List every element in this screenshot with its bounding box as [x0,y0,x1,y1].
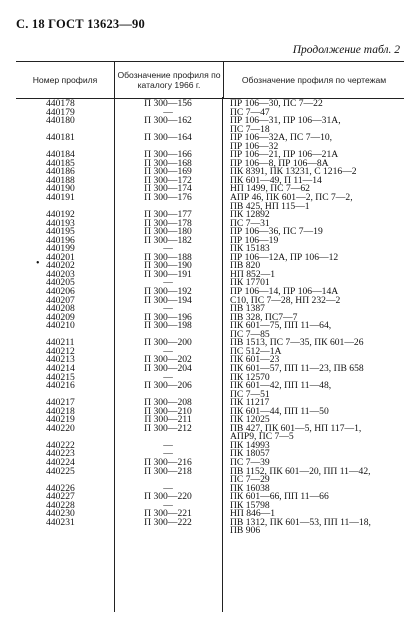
drawing-designation-cell: ПК 601—75, ПП 11—64, [230,320,332,332]
catalog-designation-cell: П 300—221 [144,508,192,520]
profile-number-cell: 440185 [46,157,75,169]
drawing-designation-cell: ПК 16038 [230,482,270,494]
catalog-designation-cell: П 300—200 [144,337,192,349]
drawing-designation-cell: С10, ПС 7—28, НП 232—2 [230,294,341,306]
table-row [16,134,404,143]
drawing-designation-cell: ПК 12892 [230,209,270,221]
table-row [16,422,404,434]
catalog-designation-cell: П 300—169 [144,166,192,178]
catalog-designation-cell: П 300—194 [144,294,192,306]
drawing-designation-cell: ПС 7—85 [230,328,270,340]
drawing-designation-cell: ПР 106—32А, ПС 7—10, [230,132,333,144]
column-header-catalog: Обозначение профиля по каталогу 1966 г. [115,62,224,98]
profile-number-cell: 440202 [46,260,75,272]
catalog-designation-cell: П 300—198 [144,320,192,332]
catalog-designation-cell: П 300—222 [144,516,192,528]
catalog-designation-cell: П 300—174 [144,183,192,195]
catalog-designation-cell: П 300—206 [144,380,192,392]
drawing-designation-cell: ПВ 1312, ПК 601—53, ПП 11—18, [230,516,371,528]
profile-number-cell: 440220 [46,422,75,434]
drawing-designation-cell: ПК 18057 [230,448,270,460]
table-row [16,117,404,126]
margin-bullet-mark: • [36,258,40,269]
catalog-designation-cell: П 300—166 [144,149,192,161]
drawing-designation-cell: ПР 106—12А, ПР 106—12 [230,251,339,263]
drawing-designation-cell: НП 852—1 [230,268,276,280]
drawing-designation-cell: ПК 17701 [230,277,270,289]
drawing-designation-cell: ПС 7—47 [230,106,270,118]
profile-number-cell: 440225 [46,465,75,477]
catalog-designation-cell: П 300—182 [144,234,192,246]
profile-number-cell: 440219 [46,414,75,426]
drawing-designation-cell: ПК 601—44, ПП 11—50 [230,405,329,417]
catalog-designation-cell: П 300—156 [144,98,192,109]
drawing-designation-cell: ПР 106—8, ПР 106—8А [230,157,329,169]
drawing-designation-cell: ПВ 906 [230,525,261,537]
catalog-designation-cell: П 300—208 [144,397,192,409]
drawing-designation-cell: ПВ 427, ПК 601—5, НП 117—1, [230,422,362,434]
drawing-designation-cell: ПС 7—18 [230,123,270,135]
profile-number-cell: 440208 [46,303,75,315]
drawing-designation-cell: НП 846—1 [230,508,276,520]
drawing-designation-cell: ПР 106—31, ПР 106—31А, [230,115,341,127]
catalog-designation-cell: П 300—202 [144,354,192,366]
table-row [16,516,404,528]
catalog-designation-cell: П 300—180 [144,226,192,238]
drawing-designation-cell: ПР 106—36, ПС 7—19 [230,226,323,238]
drawing-designation-cell: ПВ 1513, ПС 7—35, ПК 601—26 [230,337,364,349]
table-body [16,100,404,536]
table-row [16,527,404,536]
drawing-designation-cell: ПВ 820 [230,260,261,272]
profile-number-cell: 440203 [46,268,75,280]
catalog-designation-cell: П 300—204 [144,362,192,374]
profile-number-cell: 440186 [46,166,75,178]
table-continuation-caption: Продолжение табл. 2 [292,44,400,56]
catalog-designation-cell: П 300—220 [144,491,192,503]
drawing-designation-cell: ПВ 328, ПС7—7 [230,311,298,323]
profile-number-cell: 440227 [46,491,75,503]
profile-number-cell: 440223 [46,448,75,460]
drawing-designation-cell: ПС 7—29 [230,474,270,486]
drawing-designation-cell: АПР9, ПС 7—5 [230,431,294,443]
drawing-designation-cell: ПР 106—14, ПР 106—14А [230,286,339,298]
drawing-designation-cell: ПВ 1387 [230,303,265,315]
profile-number-cell: 440184 [46,149,75,161]
drawing-designation-cell: ПР 106—19 [230,234,279,246]
catalog-designation-cell: П 300—164 [144,132,192,144]
catalog-designation-cell: П 300—192 [144,286,192,298]
profile-number-cell: 440205 [46,277,75,289]
drawing-designation-cell: ПС 7—31 [230,217,270,229]
drawing-designation-cell: ПК 12570 [230,371,270,383]
profile-number-cell: 440179 [46,106,75,118]
column-header-drawings: Обозначение профиля по чертежам [241,75,387,85]
drawing-designation-cell: ПК 601—66, ПП 11—66 [230,491,329,503]
catalog-designation-cell: П 300—188 [144,251,192,263]
drawing-designation-cell: ПВ 1152, ПК 601—20, ПП 11—42, [230,465,371,477]
profile-number-cell: 440191 [46,192,75,204]
profile-number-cell: 440217 [46,397,75,409]
profile-number-cell: 440226 [46,482,75,494]
catalog-designation-cell: — [163,371,173,383]
drawing-designation-cell: ПК 11217 [230,397,270,409]
profile-number-cell: 440215 [46,371,75,383]
profile-number-cell: 440180 [46,115,75,127]
profile-number-cell: 440199 [46,243,75,255]
drawing-designation-cell: ПК 15183 [230,243,270,255]
drawing-designation-cell: ПК 601—42, ПП 11—48, [230,380,332,392]
catalog-designation-cell: — [163,303,173,315]
catalog-designation-cell: П 300—177 [144,209,192,221]
profile-number-cell: 440218 [46,405,75,417]
drawing-designation-cell: ПК 15798 [230,499,270,511]
catalog-designation-cell: — [163,448,173,460]
catalog-designation-cell: — [163,345,173,357]
drawing-designation-cell: ПК 14993 [230,439,270,451]
drawing-designation-cell: АПР 46, ПК 601—2, ПС 7—2, [230,192,353,204]
table-row [16,465,404,477]
profile-number-cell: 440211 [46,337,75,349]
catalog-designation-cell: — [163,482,173,494]
profile-number-cell: 440181 [46,132,75,144]
catalog-designation-cell: П 300—212 [144,422,192,434]
drawing-designation-cell: НП 1499, ПС 7—62 [230,183,310,195]
drawing-designation-cell: ПВ 425, НП 115—1 [230,200,310,212]
catalog-designation-cell: — [163,106,173,118]
profile-number-cell: 440212 [46,345,75,357]
catalog-designation-cell: — [163,243,173,255]
profile-number-cell: 440196 [46,234,75,246]
catalog-designation-cell: П 300—196 [144,311,192,323]
catalog-designation-cell: П 300—211 [144,414,192,426]
drawing-designation-cell: ПР 106—32 [230,140,279,152]
drawing-designation-cell: ПК 8391, ПК 13231, С 1216—2 [230,166,357,178]
catalog-designation-cell: — [163,499,173,511]
table-row [16,194,404,203]
drawing-designation-cell: ПК 601—23 [230,354,280,366]
catalog-designation-cell: П 300—216 [144,456,192,468]
drawing-designation-cell: ПС 7—39 [230,456,270,468]
profile-number-cell: 440190 [46,183,75,195]
profile-number-cell: 440178 [46,98,75,109]
drawing-designation-cell: ПК 601—49, П 11—14 [230,174,322,186]
profile-number-cell: 440193 [46,217,75,229]
profile-number-cell: 440210 [46,320,75,332]
table-row [16,382,404,391]
catalog-designation-cell: — [163,277,173,289]
profile-number-cell: 440201 [46,251,75,263]
profile-number-cell: 440216 [46,380,75,392]
catalog-designation-cell: П 300—162 [144,115,192,127]
profile-number-cell: 440214 [46,362,75,374]
catalog-designation-cell: П 300—176 [144,192,192,204]
drawing-designation-cell: ПК 601—57, ПП 11—23, ПВ 658 [230,362,364,374]
profile-number-cell: 440209 [46,311,75,323]
profile-number-cell: 440230 [46,508,75,520]
profile-number-cell: 440206 [46,286,75,298]
catalog-designation-cell: П 300—218 [144,465,192,477]
drawing-designation-cell: ПР 106—21, ПР 106—21А [230,149,339,161]
profile-number-cell: 440224 [46,456,75,468]
column-header-profile: Номер профиля [16,62,115,98]
catalog-designation-cell: П 300—168 [144,157,192,169]
catalog-designation-cell: П 300—191 [144,268,192,280]
catalog-designation-cell: П 300—190 [144,260,192,272]
drawing-designation-cell: ПР 106—30, ПС 7—22 [230,98,323,109]
catalog-designation-cell: — [163,439,173,451]
drawing-designation-cell: ПС 7—51 [230,388,270,400]
catalog-designation-cell: П 300—178 [144,217,192,229]
profile-number-cell: 440188 [46,174,75,186]
profile-number-cell: 440228 [46,499,75,511]
profile-number-cell: 440213 [46,354,75,366]
catalog-designation-cell: П 300—172 [144,174,192,186]
page-title: С. 18 ГОСТ 13623—90 [16,17,145,31]
profile-number-cell: 440231 [46,516,75,528]
profile-number-cell: 440195 [46,226,75,238]
profile-number-cell: 440192 [46,209,75,221]
catalog-designation-cell: П 300—210 [144,405,192,417]
profile-number-cell: 440207 [46,294,75,306]
drawing-designation-cell: ПС 512—1А [230,345,282,357]
table-header [16,61,404,99]
drawing-designation-cell: ПК 12025 [230,414,270,426]
table-row [16,322,404,331]
profile-number-cell: 440222 [46,439,75,451]
